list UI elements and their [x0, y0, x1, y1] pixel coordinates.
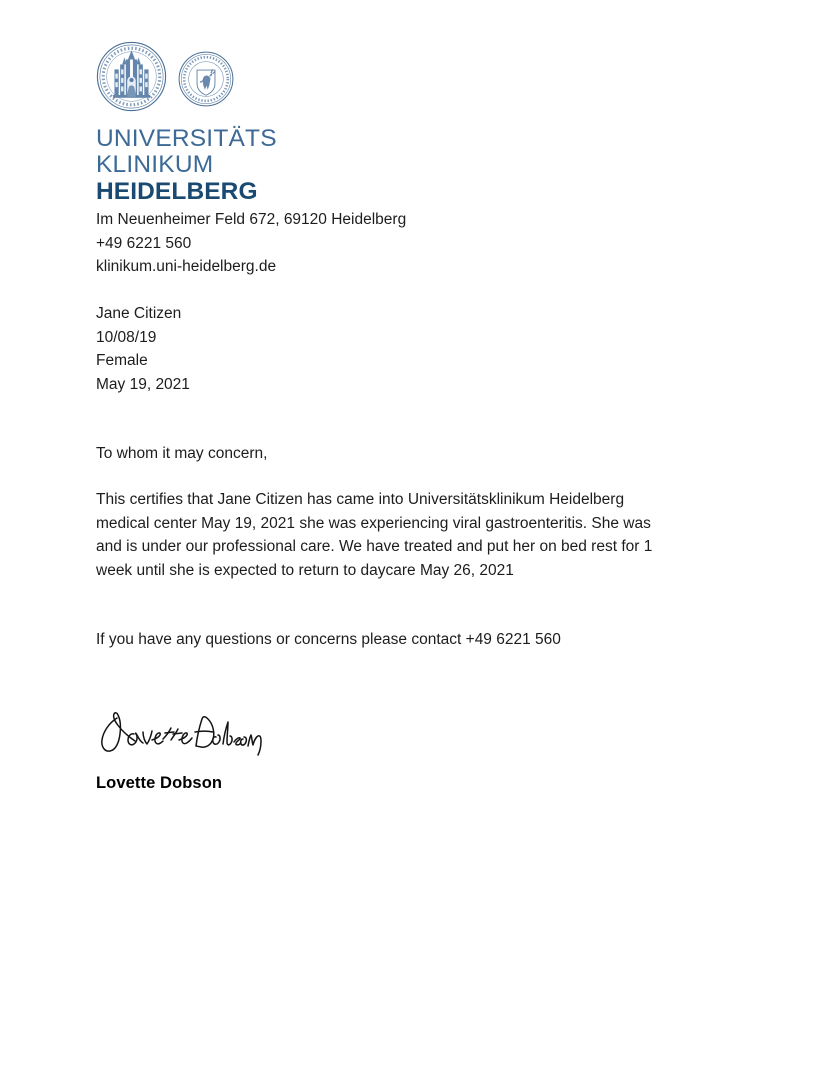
wordmark-line-klinikum: KLINIKUM: [96, 151, 214, 179]
clinic-address-block: [96, 208, 406, 279]
contact-note: [96, 628, 561, 652]
certificate-body: [96, 488, 671, 582]
heidelberg-faculty-seal-icon: [178, 51, 234, 107]
clinic-website: klinikum.uni-heidelberg.de: [96, 258, 277, 276]
clinic-phone: +49 6221 560: [96, 234, 192, 252]
signature-area: [96, 706, 271, 793]
patient-date-of-birth: 10/08/19: [96, 328, 157, 346]
document-date: May 19, 2021: [96, 375, 190, 393]
patient-name: Jane Citizen: [96, 305, 182, 322]
letterhead: [96, 36, 496, 205]
contact-note-text: If you have any questions or concerns please contact +49 6221 560: [96, 631, 561, 648]
letterhead-seals: [96, 36, 496, 112]
wordmark-line-universitaets: UNIVERSITÄTS: [96, 125, 277, 152]
clinic-street: Im Neuenheimer Feld 672, 69120 Heidelberg: [96, 211, 407, 228]
signatory-printed-name: Lovette Dobson: [96, 774, 223, 792]
heidelberg-university-seal-icon: [96, 41, 167, 112]
certificate-body-text: This certifies that Jane Citizen has came into Universitätsklinikum Heidelberg medical center May 19, 2021 she was experiencing viral gastroenteritis. She was and is under our professional care. We have treated and put her on bed rest for 1 week until she is expected to return to daycare May 26, 2021: [96, 491, 653, 579]
handwritten-signature-icon: [96, 706, 271, 762]
letterhead-wordmark: [96, 126, 496, 205]
salutation: [96, 442, 267, 466]
salutation-text: To whom it may concern,: [96, 445, 268, 462]
patient-sex: Female: [96, 352, 148, 370]
wordmark-line-heidelberg: HEIDELBERG: [96, 177, 258, 205]
patient-details-block: [96, 302, 190, 396]
